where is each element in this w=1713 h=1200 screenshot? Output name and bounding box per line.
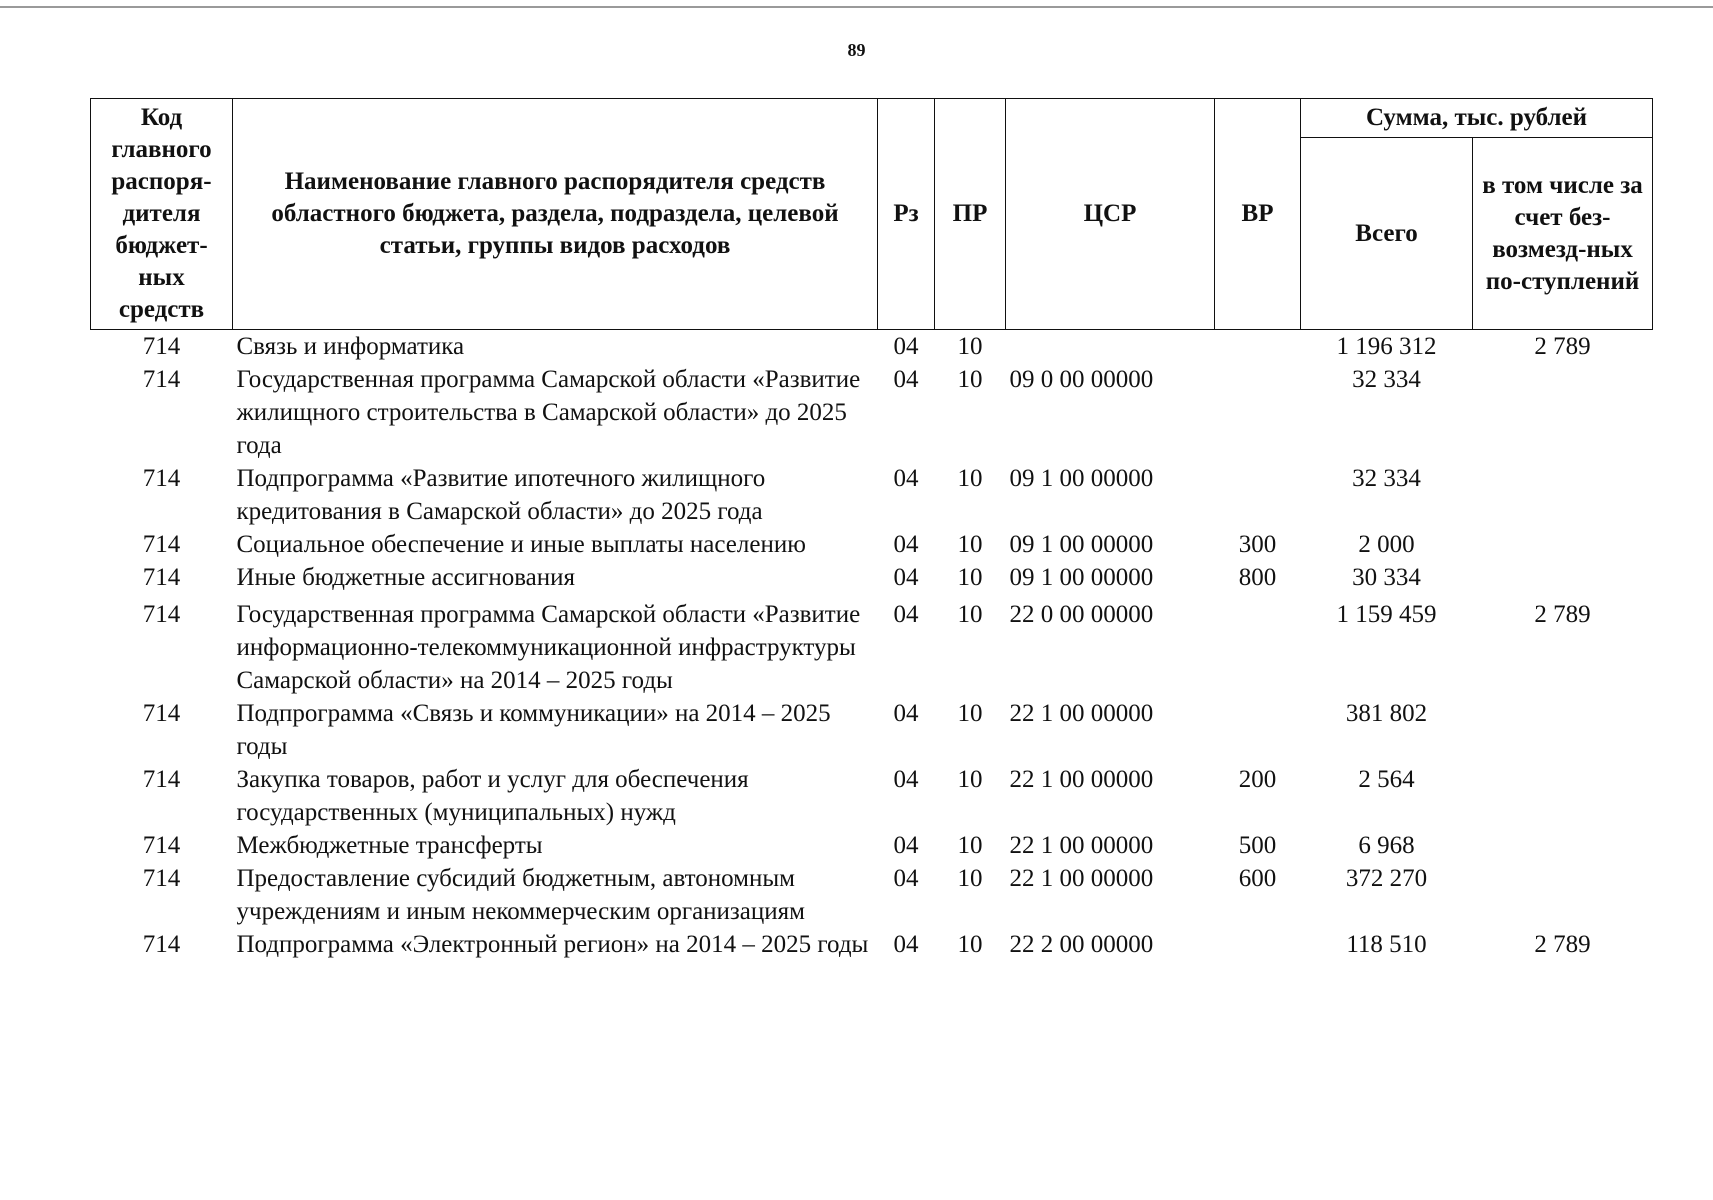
cell-code: 714	[142, 333, 181, 360]
cell-vr	[1215, 363, 1301, 462]
cell-code: 714	[142, 700, 181, 727]
cell-free: 2 789	[1534, 333, 1591, 360]
cell-csr: 22 1 00 00000	[1009, 865, 1154, 892]
cell-total: 118 510	[1346, 931, 1427, 958]
cell-name: Государственная программа Самарской области «Развитие жилищного строительства в Самарской области» до 2025 года	[236, 366, 861, 459]
cell-pr: 10	[957, 700, 983, 727]
cell-free: 2 789	[1534, 931, 1591, 958]
cell-vr	[1215, 330, 1301, 364]
cell-name: Государственная программа Самарской области «Развитие информационно-телекоммуникационной инфраструктуры Самарской области» на 2014 – 2025 годы	[236, 601, 861, 694]
cell-name: Подпрограмма «Связь и коммуникации» на 2014 – 2025 годы	[236, 700, 831, 760]
cell-free	[1473, 763, 1653, 829]
cell-total: 381 802	[1345, 700, 1428, 727]
cell-free	[1473, 363, 1653, 462]
cell-code: 714	[142, 465, 181, 492]
cell-rz: 04	[893, 366, 919, 393]
cell-code: 714	[142, 832, 181, 859]
cell-name: Межбюджетные трансферты	[236, 832, 543, 859]
cell-csr: 22 0 00 00000	[1009, 601, 1154, 628]
table-row	[91, 528, 1653, 561]
cell-vr: 600	[1238, 865, 1277, 892]
header-code: Код главного распоря-дителя бюджет-ных средств	[91, 99, 233, 330]
table-row	[91, 829, 1653, 862]
cell-code: 714	[142, 766, 181, 793]
cell-rz: 04	[893, 333, 919, 360]
table-row	[91, 928, 1653, 961]
cell-pr: 10	[957, 832, 983, 859]
cell-csr: 22 1 00 00000	[1009, 700, 1154, 727]
cell-vr	[1215, 697, 1301, 763]
table-row	[91, 763, 1653, 829]
cell-name: Предоставление субсидий бюджетным, автономным учреждениям и иным некоммерческим организациям	[236, 865, 805, 925]
header-csr: ЦСР	[1006, 99, 1215, 330]
cell-rz: 04	[893, 531, 919, 558]
cell-csr: 22 1 00 00000	[1009, 766, 1154, 793]
cell-vr: 500	[1238, 832, 1277, 859]
cell-total: 1 196 312	[1336, 333, 1437, 360]
cell-code: 714	[142, 865, 181, 892]
budget-table	[90, 98, 1653, 961]
cell-vr	[1215, 928, 1301, 961]
page-number: 89	[847, 40, 866, 60]
cell-code: 714	[142, 366, 181, 393]
cell-free	[1473, 462, 1653, 528]
cell-total: 32 334	[1352, 366, 1421, 393]
cell-free	[1473, 697, 1653, 763]
header-pr: ПР	[935, 99, 1006, 330]
cell-rz: 04	[893, 700, 919, 727]
cell-pr: 10	[957, 601, 983, 628]
cell-free	[1473, 561, 1653, 594]
header-name: Наименование главного распорядителя средств областного бюджета, раздела, подраздела, целевой статьи, группы видов расходов	[233, 99, 878, 330]
cell-vr: 200	[1238, 766, 1277, 793]
cell-rz: 04	[893, 766, 919, 793]
cell-total: 372 270	[1345, 865, 1428, 892]
table-row	[91, 561, 1653, 594]
cell-name: Закупка товаров, работ и услуг для обеспечения государственных (муниципальных) нужд	[236, 766, 749, 826]
cell-total: 2 000	[1358, 531, 1415, 558]
cell-vr: 300	[1238, 531, 1277, 558]
cell-csr: 22 2 00 00000	[1009, 931, 1154, 958]
cell-free	[1473, 829, 1653, 862]
cell-total: 2 564	[1358, 766, 1415, 793]
cell-code: 714	[142, 531, 181, 558]
cell-pr: 10	[957, 333, 983, 360]
header-total: Всего	[1301, 138, 1473, 330]
cell-pr: 10	[957, 366, 983, 393]
cell-code: 714	[142, 931, 181, 958]
cell-total: 30 334	[1352, 564, 1421, 591]
cell-total: 6 968	[1358, 832, 1415, 859]
header-vr: ВР	[1215, 99, 1301, 330]
table-row	[91, 330, 1653, 364]
cell-csr: 09 0 00 00000	[1009, 366, 1154, 393]
cell-name: Подпрограмма «Развитие ипотечного жилищного кредитования в Самарской области» до 2025 года	[236, 465, 766, 525]
cell-csr: 09 1 00 00000	[1009, 531, 1154, 558]
cell-vr	[1215, 594, 1301, 697]
cell-rz: 04	[893, 832, 919, 859]
header-sum: Сумма, тыс. рублей	[1301, 99, 1653, 138]
cell-name: Связь и информатика	[236, 333, 465, 360]
table-row	[91, 594, 1653, 697]
cell-rz: 04	[893, 931, 919, 958]
cell-name: Социальное обеспечение и иные выплаты населению	[236, 531, 806, 558]
cell-code: 714	[142, 564, 181, 591]
cell-vr: 800	[1238, 564, 1277, 591]
cell-csr: 09 1 00 00000	[1009, 564, 1154, 591]
cell-rz: 04	[893, 865, 919, 892]
cell-pr: 10	[957, 465, 983, 492]
cell-pr: 10	[957, 531, 983, 558]
cell-name: Иные бюджетные ассигнования	[236, 564, 576, 591]
cell-code: 714	[142, 601, 181, 628]
header-rz: Рз	[878, 99, 935, 330]
cell-pr: 10	[957, 865, 983, 892]
cell-free	[1473, 528, 1653, 561]
cell-csr	[1006, 330, 1215, 364]
cell-rz: 04	[893, 465, 919, 492]
cell-name: Подпрограмма «Электронный регион» на 2014 – 2025 годы	[236, 931, 869, 958]
cell-pr: 10	[957, 931, 983, 958]
top-rule	[0, 6, 1713, 8]
cell-total: 1 159 459	[1336, 601, 1437, 628]
cell-pr: 10	[957, 564, 983, 591]
cell-total: 32 334	[1352, 465, 1421, 492]
header-free: в том числе за счет без-возмезд-ных по-ступлений	[1473, 138, 1653, 330]
cell-free	[1473, 862, 1653, 928]
table-row	[91, 462, 1653, 528]
cell-rz: 04	[893, 601, 919, 628]
cell-csr: 09 1 00 00000	[1009, 465, 1154, 492]
cell-csr: 22 1 00 00000	[1009, 832, 1154, 859]
cell-free: 2 789	[1534, 601, 1591, 628]
table-row	[91, 363, 1653, 462]
cell-rz: 04	[893, 564, 919, 591]
table-row	[91, 862, 1653, 928]
cell-vr	[1215, 462, 1301, 528]
table-row	[91, 697, 1653, 763]
cell-pr: 10	[957, 766, 983, 793]
